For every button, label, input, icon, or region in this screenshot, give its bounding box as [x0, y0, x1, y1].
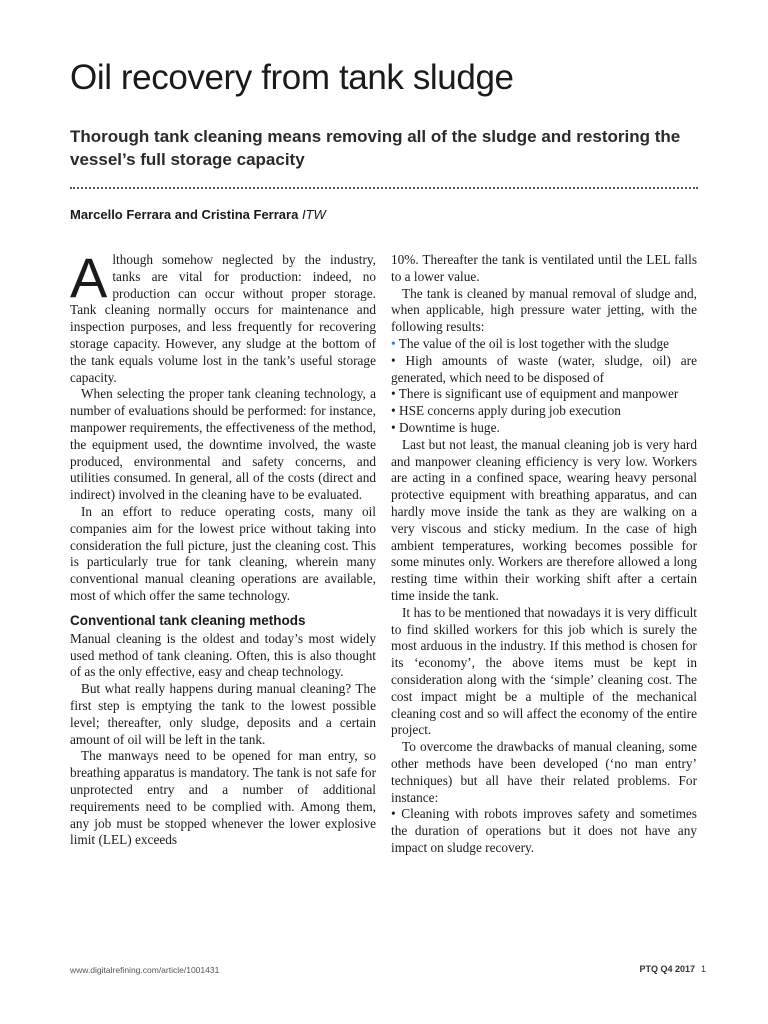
- bullet-icon: •: [391, 352, 396, 368]
- bullet-item: [391, 806, 697, 856]
- author-names: Marcello Ferrara and Cristina Ferrara: [70, 207, 299, 222]
- bullet-item: [391, 336, 697, 353]
- section-heading: Conventional tank cleaning methods: [70, 612, 306, 628]
- bullet-text: Downtime is huge.: [398, 419, 500, 435]
- paragraph: Last but not least, the manual cleaning job is very hard and manpower cleaning efficiency is very low. Workers are acting in a confined space, wearing heavy personal protective equipment with breathing apparatus, and can hardly move inside the tank as they are walking on a very viscous and sticky medium. In the case of high ambient temperatures, working becomes possible for some minutes only. Workers are therefore allowed a long resting time within their working shift after a certain time inside the tank.: [391, 436, 697, 603]
- bullet-text: Cleaning with robots improves safety and sometimes the duration of operations but it does not have any impact on sludge recovery.: [391, 806, 697, 855]
- paragraph: 10%. Thereafter the tank is ventilated until the LEL falls to a lower value.: [391, 252, 697, 284]
- bullet-icon: •: [391, 806, 396, 822]
- drop-cap: A: [70, 246, 108, 309]
- bullet-item: [391, 353, 697, 387]
- paragraph: When selecting the proper tank cleaning technology, a number of evaluations should be performed: for instance, manpower requirements, the effectiveness of the method, the equipment used, the downtime involved, the waste produced, environmental and safety concerns, and utilities consumed. In general, all of the costs (direct and indirect) involved in the cleaning have to be evaluated.: [70, 386, 376, 503]
- dotted-divider: [70, 187, 698, 189]
- paragraph-text: lthough somehow neglected by the industry, tanks are vital for production: indeed, no production can occur without proper storage. Tank cleaning normally occurs for maintenance and inspection purposes, and less frequently for recovering storage capacity. However, any sludge at the bottom of the tank equals volume lost in the tank’s useful storage capacity.: [70, 252, 376, 385]
- footer-url: www.digitalrefining.com/article/1001431: [70, 965, 220, 975]
- footer-issue-info: [639, 964, 706, 974]
- author-line: [70, 206, 326, 224]
- paragraph: In an effort to reduce operating costs, many oil companies aim for the lowest price without taking into consideration the full picture, just the cleaning cost. This is particularly true for tank cleaning, wherein many conventional manual cleaning operations are available, most of which offer the same technology.: [70, 503, 376, 603]
- footer-issue: PTQ Q4 2017: [639, 964, 695, 974]
- bullet-item: [391, 386, 697, 403]
- paragraph: To overcome the drawbacks of manual cleaning, some other methods have been developed (‘no man entry’ techniques) but all have their related problems. For instance:: [391, 739, 697, 805]
- author-affiliation: ITW: [301, 207, 326, 222]
- bullet-icon: •: [391, 419, 396, 435]
- left-column: [70, 246, 376, 849]
- bullet-text: High amounts of waste (water, sludge, oil) are generated, which need to be disposed of: [391, 352, 697, 385]
- paragraph: The tank is cleaned by manual removal of sludge and, when applicable, high pressure water jetting, with the following results:: [391, 285, 697, 335]
- paragraph: [70, 246, 376, 386]
- paragraph: But what really happens during manual cleaning? The first step is emptying the tank to the lowest possible level; thereafter, only sludge, deposits and a certain amount of oil will be left in the tank.: [70, 681, 376, 747]
- bullet-text: The value of the oil is lost together with the sludge: [398, 335, 670, 351]
- article-subtitle: Thorough tank cleaning means removing all of the sludge and restoring the vessel’s full storage capacity: [70, 127, 681, 169]
- bullet-item: [391, 420, 697, 437]
- bullet-icon: •: [391, 386, 396, 402]
- bullet-icon: •: [391, 403, 396, 419]
- paragraph: Manual cleaning is the oldest and today’s most widely used method of tank cleaning. Often, this is also thought of as the only effective, easy and cheap technology.: [70, 630, 376, 680]
- paragraph: It has to be mentioned that nowadays it is very difficult to find skilled workers for this job which is surely the most arduous in the industry. If this method is chosen for its ‘economy’, the above items must be kept in consideration along with the ‘simple’ cleaning cost. The cost impact might be a multiple of the mechanical cleaning cost and so will affect the economy of the entire project.: [391, 604, 697, 738]
- bullet-icon: •: [391, 335, 396, 351]
- page-number: 1: [700, 964, 706, 974]
- bullet-item: [391, 403, 697, 420]
- right-column: [391, 252, 697, 857]
- bullet-text: HSE concerns apply during job execution: [398, 403, 621, 419]
- bullet-text: There is significant use of equipment and manpower: [398, 386, 679, 402]
- article-title: Oil recovery from tank sludge: [70, 58, 514, 97]
- paragraph: The manways need to be opened for man entry, so breathing apparatus is mandatory. The tank is not safe for unprotected entry and a number of additional requirements need to be complied with. Among them, any job must be stopped whenever the lower explosive limit (LEL) exceeds: [70, 748, 376, 848]
